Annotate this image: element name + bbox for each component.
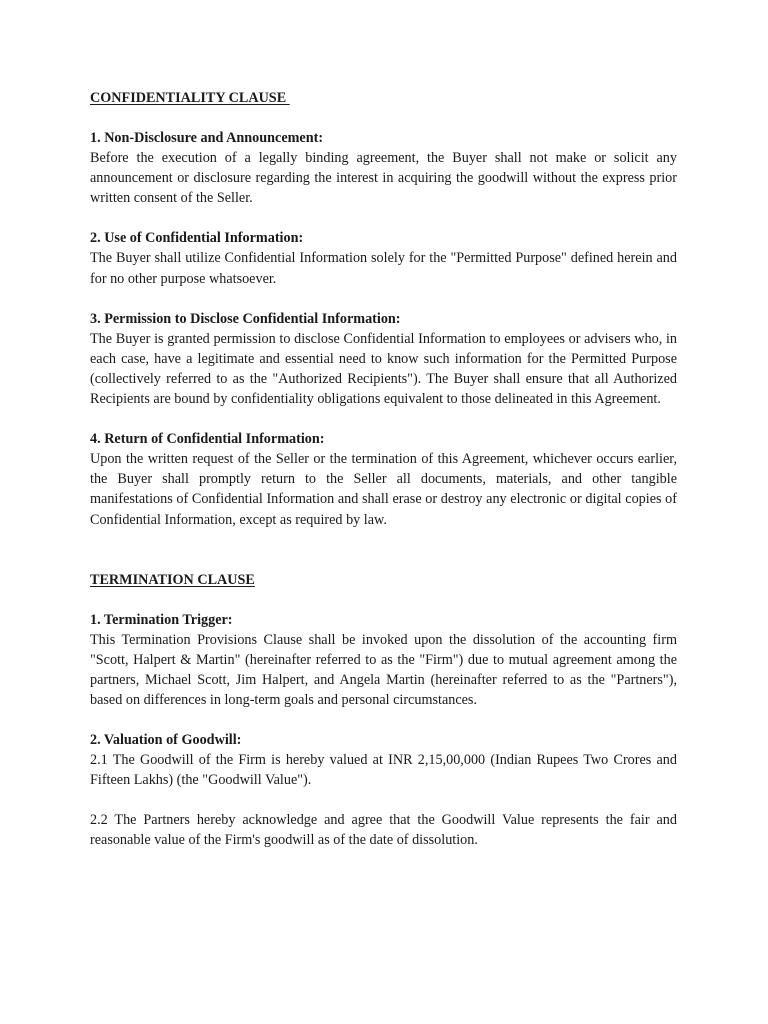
confidentiality-section-4-body: Upon the written request of the Seller or the termination of this Agreement, whichever occurs earlier, the Buyer shall promptly return to the Seller all documents, materials, and other tangible manifestations of Confidential Information and shall erase or destroy any electronic or digital copies of Confidential Information, except as required by law. — [90, 451, 677, 528]
confidentiality-section-2-body: The Buyer shall utilize Confidential Information solely for the "Permitted Purpose" defined herein and for no other purpose whatsoever. — [90, 250, 677, 287]
termination-section-2-2-body: 2.2 The Partners hereby acknowledge and agree that the Goodwill Value represents the fair and reasonable value of the Firm's goodwill as of the date of dissolution. — [90, 812, 677, 849]
termination-section-2-body: 2.1 The Goodwill of the Firm is hereby valued at INR 2,15,00,000 (Indian Rupees Two Crores and Fifteen Lakhs) (the "Goodwill Value"). — [90, 752, 677, 789]
termination-section-1-title: 1. Termination Trigger: — [90, 611, 233, 628]
confidentiality-section-2-title: 2. Use of Confidential Information: — [90, 230, 304, 247]
termination-section-2-title: 2. Valuation of Goodwill: — [90, 732, 242, 749]
confidentiality-heading: CONFIDENTIALITY CLAUSE — [90, 90, 290, 106]
termination-heading: TERMINATION CLAUSE — [90, 571, 255, 588]
confidentiality-section-4-title: 4. Return of Confidential Information: — [90, 431, 325, 448]
document-page — [90, 88, 677, 851]
confidentiality-section-1-title: 1. Non-Disclosure and Announcement: — [90, 130, 324, 146]
confidentiality-section-1-body: Before the execution of a legally binding agreement, the Buyer shall not make or solicit any announcement or disclosure regarding the interest in acquiring the goodwill without the express prior written consent of the Seller. — [90, 150, 677, 207]
termination-section-1-body: This Termination Provisions Clause shall be invoked upon the dissolution of the accounting firm "Scott, Halpert & Martin" (hereinafter referred to as the "Firm") due to mutual agreement among the partners, Michael Scott, Jim Halpert, and Angela Martin (hereinafter referred to as the "Partners"), based on differences in long-term goals and personal circumstances. — [90, 631, 677, 708]
confidentiality-section-3-title: 3. Permission to Disclose Confidential Information: — [90, 310, 401, 327]
confidentiality-section-3-body: The Buyer is granted permission to disclose Confidential Information to employees or advisers who, in each case, have a legitimate and essential need to know such information for the Permitted Purpose (collectively referred to as the "Authorized Recipients"). The Buyer shall ensure that all Authorized Recipients are bound by confidentiality obligations equivalent to those delineated in this Agreement. — [90, 330, 677, 408]
